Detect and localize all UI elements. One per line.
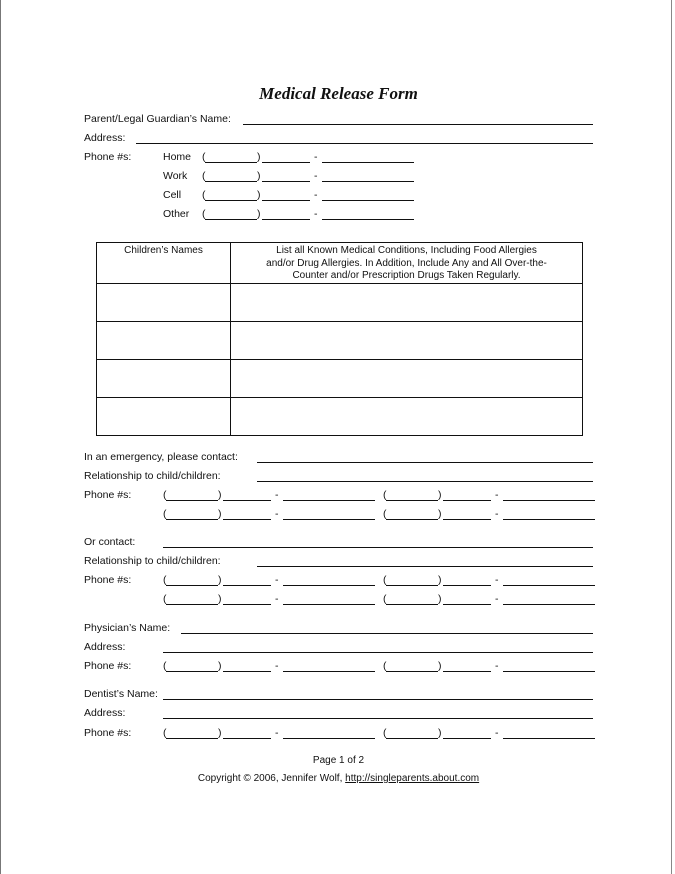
medical-conditions-cell[interactable] (231, 397, 583, 435)
phone-punctuation: ( (163, 508, 167, 520)
phone-underline (386, 604, 438, 605)
phone-punctuation: ) (438, 593, 442, 605)
phone-punctuation: ( (202, 151, 206, 163)
medical-conditions-table (96, 242, 583, 436)
phone-punctuation: ) (218, 660, 222, 672)
phone-underline (503, 738, 595, 739)
phone-underline (443, 519, 491, 520)
children-names-header: Children’s Names (97, 243, 231, 284)
phone-underline (205, 219, 257, 220)
phone-underline (503, 519, 595, 520)
phone-underline (283, 671, 375, 672)
phone-underline (262, 219, 310, 220)
medical-conditions-cell[interactable] (231, 283, 583, 321)
phone-punctuation: ( (163, 660, 167, 672)
phone-underline (322, 219, 414, 220)
phone-underline (283, 604, 375, 605)
phone-underline (386, 671, 438, 672)
physician-address-label: Address: (84, 641, 126, 653)
phone-type-cell: Cell (163, 189, 182, 201)
guardian-name-field[interactable] (243, 124, 593, 125)
phone-punctuation: ( (202, 170, 206, 182)
phone-punctuation: - (495, 660, 499, 672)
phone-underline (283, 500, 375, 501)
emergency-contact-label: In an emergency, please contact: (84, 451, 238, 463)
emergency-relationship-label: Relationship to child/children: (84, 470, 221, 482)
phone-underline (166, 519, 218, 520)
phone-punctuation: ( (383, 727, 387, 739)
phone-punctuation: ( (163, 593, 167, 605)
guardian-phone-label: Phone #s: (84, 151, 132, 163)
phone-punctuation: - (314, 170, 318, 182)
phone-punctuation: ( (163, 574, 167, 586)
phone-punctuation: - (275, 508, 279, 520)
dentist-name-field[interactable] (163, 699, 593, 700)
phone-underline (503, 500, 595, 501)
phone-punctuation: ) (257, 208, 261, 220)
other-contact-label: Or contact: (84, 536, 136, 548)
phone-punctuation: ) (438, 727, 442, 739)
phone-underline (223, 585, 271, 586)
phone-underline (262, 162, 310, 163)
physician-name-field[interactable] (181, 633, 593, 634)
phone-underline (443, 585, 491, 586)
phone-punctuation: ( (383, 593, 387, 605)
phone-underline (283, 738, 375, 739)
table-header-row (97, 243, 583, 284)
physician-phone-label: Phone #s: (84, 660, 132, 672)
phone-punctuation: - (314, 151, 318, 163)
phone-punctuation: ( (383, 508, 387, 520)
dentist-phone-label: Phone #s: (84, 727, 132, 739)
phone-type-work: Work (163, 170, 188, 182)
table-row (97, 397, 583, 435)
phone-underline (283, 519, 375, 520)
medical-conditions-cell[interactable] (231, 321, 583, 359)
other-phone-label: Phone #s: (84, 574, 132, 586)
physician-address-field[interactable] (163, 652, 593, 653)
phone-underline (262, 181, 310, 182)
phone-punctuation: - (495, 489, 499, 501)
phone-punctuation: - (495, 727, 499, 739)
phone-punctuation: ) (218, 574, 222, 586)
phone-underline (322, 162, 414, 163)
phone-underline (166, 738, 218, 739)
phone-punctuation: ) (438, 660, 442, 672)
phone-underline (386, 519, 438, 520)
phone-type-other: Other (163, 208, 190, 220)
other-relationship-field[interactable] (257, 566, 593, 567)
emergency-contact-field[interactable] (257, 462, 593, 463)
child-name-cell[interactable] (97, 359, 231, 397)
medical-conditions-cell[interactable] (231, 359, 583, 397)
phone-underline (166, 500, 218, 501)
dentist-name-label: Dentist’s Name: (84, 688, 158, 700)
table-row (97, 321, 583, 359)
phone-punctuation: ) (438, 574, 442, 586)
phone-underline (503, 604, 595, 605)
phone-underline (283, 585, 375, 586)
phone-punctuation: ) (218, 727, 222, 739)
phone-punctuation: ( (202, 208, 206, 220)
phone-underline (166, 585, 218, 586)
phone-punctuation: - (275, 593, 279, 605)
other-contact-field[interactable] (163, 547, 593, 548)
phone-punctuation: ( (383, 489, 387, 501)
phone-underline (386, 585, 438, 586)
about-link[interactable]: http://singleparents.about.com (345, 773, 480, 784)
phone-punctuation: - (275, 574, 279, 586)
phone-underline (262, 200, 310, 201)
phone-underline (443, 738, 491, 739)
phone-punctuation: - (275, 727, 279, 739)
guardian-address-field[interactable] (136, 143, 593, 144)
phone-underline (503, 671, 595, 672)
page-number: Page 1 of 2 (312, 755, 365, 766)
other-relationship-label: Relationship to child/children: (84, 555, 221, 567)
phone-underline (443, 604, 491, 605)
child-name-cell[interactable] (97, 283, 231, 321)
form-title: Medical Release Form (259, 84, 418, 103)
phone-type-home: Home (163, 151, 192, 163)
phone-underline (443, 500, 491, 501)
dentist-address-field[interactable] (163, 718, 593, 719)
physician-name-label: Physician’s Name: (84, 622, 171, 634)
child-name-cell[interactable] (97, 397, 231, 435)
phone-punctuation: ) (438, 508, 442, 520)
phone-underline (322, 181, 414, 182)
phone-punctuation: - (495, 574, 499, 586)
phone-underline (223, 519, 271, 520)
phone-punctuation: ( (163, 489, 167, 501)
phone-punctuation: ( (163, 727, 167, 739)
phone-punctuation: ( (383, 574, 387, 586)
phone-punctuation: - (275, 489, 279, 501)
phone-underline (223, 604, 271, 605)
guardian-name-label: Parent/Legal Guardian’s Name: (84, 113, 231, 125)
phone-punctuation: ) (438, 489, 442, 501)
phone-underline (386, 738, 438, 739)
phone-underline (443, 671, 491, 672)
table-row (97, 283, 583, 321)
phone-punctuation: ) (257, 151, 261, 163)
phone-punctuation: ) (218, 489, 222, 501)
phone-underline (205, 200, 257, 201)
phone-underline (223, 500, 271, 501)
copyright-line (1, 773, 675, 784)
phone-punctuation: ) (257, 189, 261, 201)
phone-punctuation: - (275, 660, 279, 672)
dentist-address-label: Address: (84, 707, 126, 719)
phone-punctuation: - (314, 208, 318, 220)
phone-underline (322, 200, 414, 201)
phone-underline (166, 671, 218, 672)
phone-punctuation: - (495, 593, 499, 605)
medical-conditions-header (231, 243, 583, 284)
phone-underline (386, 500, 438, 501)
copyright-text: Copyright © 2006, Jennifer Wolf, (197, 773, 346, 784)
child-name-cell[interactable] (97, 321, 231, 359)
phone-punctuation: ) (257, 170, 261, 182)
medical-header-line: and/or Drug Allergies. In Addition, Include Any and All Over-the- (266, 257, 547, 269)
phone-punctuation: ) (218, 593, 222, 605)
emergency-relationship-field[interactable] (257, 481, 593, 482)
phone-punctuation: - (495, 508, 499, 520)
phone-underline (503, 585, 595, 586)
phone-underline (205, 162, 257, 163)
phone-punctuation: ( (383, 660, 387, 672)
medical-header-line: List all Known Medical Conditions, Including Food Allergies (276, 245, 537, 256)
table-row (97, 359, 583, 397)
phone-punctuation: ) (218, 508, 222, 520)
medical-header-line: Counter and/or Prescription Drugs Taken Regularly. (292, 270, 521, 281)
phone-underline (223, 738, 271, 739)
phone-punctuation: ( (202, 189, 206, 201)
emergency-phone-label: Phone #s: (84, 489, 132, 501)
guardian-address-label: Address: (84, 132, 126, 144)
phone-underline (166, 604, 218, 605)
phone-underline (223, 671, 271, 672)
phone-punctuation: - (314, 189, 318, 201)
phone-underline (205, 181, 257, 182)
